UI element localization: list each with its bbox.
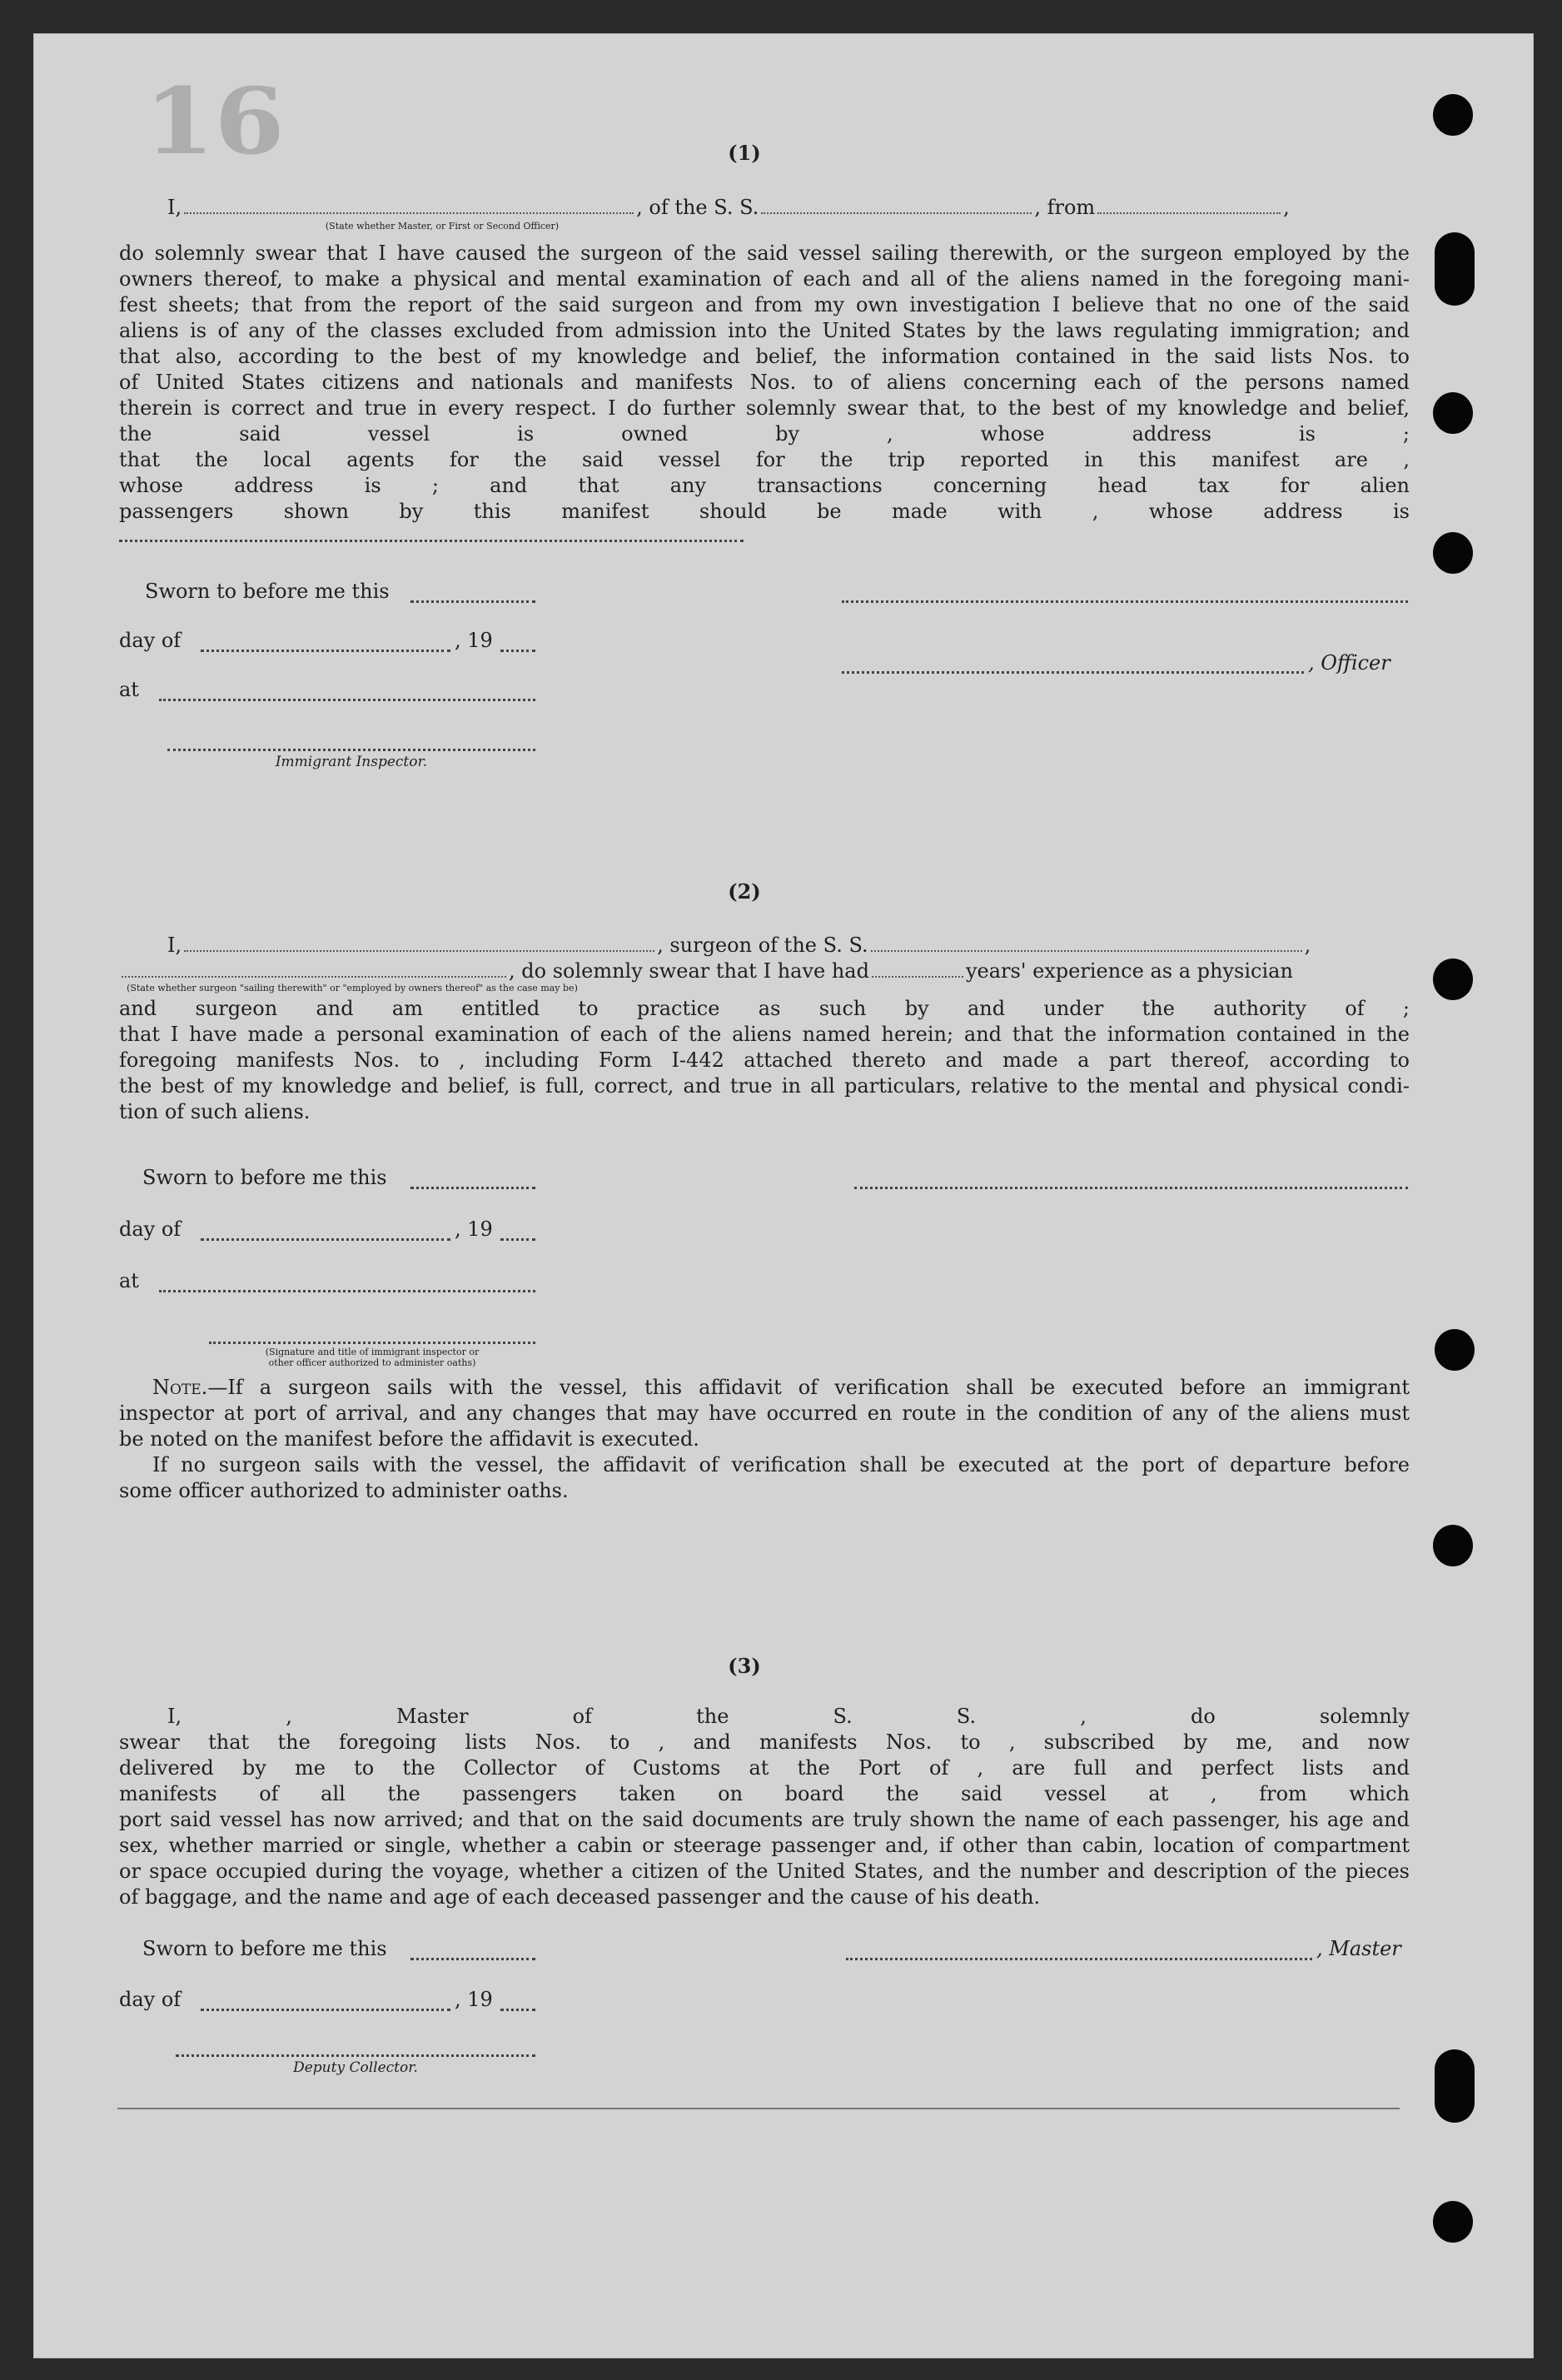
at-blank[interactable] — [159, 1290, 535, 1292]
address-blank[interactable] — [119, 540, 744, 542]
surgeon-of-ss-label: , surgeon of the S. S. — [657, 934, 868, 957]
section-3-text-line: sex, whether married or single, whether a cabin or steerage passenger and, if other than cabin, location of compartment — [119, 1834, 1410, 1857]
caption-surgeon: (State whether surgeon "sailing therewith" or "employed by owners thereof" as the case may be) — [127, 983, 578, 993]
section-2-experience-line — [119, 958, 1410, 984]
day-of-label: day of — [119, 1988, 182, 2011]
punch-hole — [1433, 958, 1473, 1000]
at-label: at — [119, 1269, 139, 1292]
punch-hole — [1433, 532, 1473, 574]
inspector-signature-blank[interactable] — [167, 749, 535, 751]
year-blank[interactable] — [500, 1238, 535, 1241]
at-label: at — [119, 678, 139, 701]
punch-hole — [1433, 2201, 1473, 2243]
day-of-blank[interactable] — [201, 650, 450, 652]
section-3-text-line: manifests of all the passengers taken on board the said vessel at , from which — [119, 1782, 1410, 1805]
section-2-text-line: that I have made a personal examination of each of the aliens named herein; and that the information contained in the — [119, 1023, 1410, 1046]
punch-hole — [1433, 392, 1473, 434]
signature-blank[interactable] — [842, 600, 1408, 603]
pronoun-i: I, — [167, 934, 182, 957]
section-3-text-line: swear that the foregoing lists Nos. to , and manifests Nos. to , subscribed by me, and now — [119, 1730, 1410, 1754]
master-signature-blank[interactable] — [846, 1958, 1312, 1960]
section-3-number: (3) — [728, 1654, 761, 1678]
note-line: some officer authorized to administer oaths. — [119, 1479, 569, 1502]
officer-name-blank[interactable] — [184, 212, 634, 214]
master-label: , Master — [1316, 1937, 1401, 1960]
punch-hole — [1435, 2049, 1475, 2123]
surgeon-status-blank[interactable] — [122, 975, 506, 978]
section-1-text-line: that the local agents for the said vessel for the trip reported in this manifest are , — [119, 448, 1410, 471]
deputy-signature-blank[interactable] — [176, 2054, 535, 2057]
sworn-date-blank[interactable] — [410, 1187, 535, 1189]
section-1-text-line: owners thereof, to make a physical and mental examination of each and all of the aliens named in the foregoing mani- — [119, 267, 1410, 291]
sworn-label: Sworn to before me this — [145, 580, 390, 603]
year-label: , 19 — [455, 1217, 493, 1241]
from-label: , from — [1034, 196, 1096, 219]
sworn-label: Sworn to before me this — [142, 1937, 387, 1960]
experience-label: years' experience as a physician — [965, 959, 1293, 983]
year-label: , 19 — [455, 1988, 493, 2011]
section-2-text-line: tion of such aliens. — [119, 1100, 311, 1123]
note-text: —If a surgeon sails with the vessel, this affidavit of verification shall be executed before an immigrant — [207, 1376, 1410, 1399]
section-1-text-line: the said vessel is owned by , whose address is ; — [119, 422, 1410, 446]
years-blank[interactable] — [872, 975, 963, 978]
section-3-text-line: or space occupied during the voyage, whether a citizen of the United States, and the number and description of the pieces — [119, 1860, 1410, 1883]
section-3-text-line: of baggage, and the name and age of each deceased passenger and the cause of his death. — [119, 1885, 1041, 1909]
punch-hole — [1433, 1525, 1473, 1566]
section-1-text-line: passengers shown by this manifest should be made with , whose address is — [119, 500, 1410, 523]
section-3-text-line: I, , Master of the S. S. , do solemnly — [167, 1705, 1410, 1728]
section-3-text-line: port said vessel has now arrived; and that on the said documents are truly shown the name of each passenger, his age and — [119, 1808, 1410, 1831]
document-page — [33, 33, 1534, 2358]
officer-blank[interactable] — [842, 671, 1304, 674]
note-line: be noted on the manifest before the affidavit is executed. — [119, 1427, 699, 1451]
vessel-name-blank[interactable] — [761, 212, 1032, 214]
deputy-caption: Deputy Collector. — [293, 2059, 418, 2076]
vessel-name-blank[interactable] — [871, 949, 1302, 952]
at-blank[interactable] — [159, 699, 535, 701]
punch-hole — [1435, 1329, 1475, 1371]
surgeon-name-blank[interactable] — [184, 949, 654, 952]
day-of-label: day of — [119, 629, 182, 652]
note-label: Note. — [152, 1376, 208, 1399]
section-1-text-line: of United States citizens and nationals and manifests Nos. to of aliens concerning each of the persons named — [119, 371, 1410, 394]
section-1-oath-line — [167, 195, 1408, 221]
pronoun-i: I, — [167, 196, 182, 219]
comma: , — [1283, 196, 1290, 219]
caption-master: (State whether Master, or First or Second Officer) — [325, 221, 560, 232]
section-1-text-line: fest sheets; that from the report of the said surgeon and from my own investigation I believe that no one of the said — [119, 293, 1410, 316]
year-blank[interactable] — [500, 2009, 535, 2011]
inspector-caption: Immigrant Inspector. — [275, 754, 428, 770]
officer-label: , Officer — [1308, 651, 1390, 675]
section-2-text-line: the best of my knowledge and belief, is full, correct, and true in all particulars, relative to the mental and physical condi- — [119, 1074, 1410, 1098]
signature-blank[interactable] — [854, 1187, 1408, 1189]
day-of-blank[interactable] — [201, 2009, 450, 2011]
note-line: inspector at port of arrival, and any changes that may have occurred en route in the condition of any of the aliens must — [119, 1402, 1410, 1425]
of-the-ss-label: , of the S. S. — [636, 196, 759, 219]
year-label: , 19 — [455, 629, 493, 652]
section-2-text-line: and surgeon and am entitled to practice as such by and under the authority of ; — [119, 997, 1410, 1020]
punch-hole — [1433, 94, 1473, 136]
comma: , — [1304, 934, 1311, 957]
sig-caption-line-2: other officer authorized to administer oaths) — [268, 1357, 476, 1368]
section-2-text-line: foregoing manifests Nos. to , including Form I-442 attached thereto and made a part thereof, according to — [119, 1048, 1410, 1072]
section-1-number: (1) — [728, 141, 761, 165]
bottom-rule — [117, 2108, 1400, 2109]
note-line: If no surgeon sails with the vessel, the affidavit of verification shall be executed at the port of departure before — [152, 1453, 1410, 1476]
bleed-through-mark: 16 — [144, 67, 285, 175]
punch-hole — [1435, 232, 1475, 306]
sig-caption-line-1: (Signature and title of immigrant inspector or — [265, 1347, 480, 1357]
section-1-text-line: therein is correct and true in every respect. I do further solemnly swear that, to the best of my knowledge and belief, — [119, 396, 1410, 420]
note-line — [119, 1375, 1410, 1401]
sworn-date-blank[interactable] — [410, 600, 535, 603]
sworn-date-blank[interactable] — [410, 1958, 535, 1960]
swear-label: , do solemnly swear that I have had — [509, 959, 869, 983]
day-of-blank[interactable] — [201, 1238, 450, 1241]
day-of-label: day of — [119, 1217, 182, 1241]
inspector-signature-blank[interactable] — [209, 1342, 535, 1344]
section-1-text-line: aliens is of any of the classes excluded from admission into the United States by the laws regulating immigration; and — [119, 319, 1410, 342]
section-1-text-line: that also, according to the best of my knowledge and belief, the information contained in the said lists Nos. to — [119, 345, 1410, 368]
section-2-number: (2) — [728, 879, 761, 904]
port-from-blank[interactable] — [1097, 212, 1281, 214]
year-blank[interactable] — [500, 650, 535, 652]
sworn-label: Sworn to before me this — [142, 1166, 387, 1189]
section-2-surgeon-line — [167, 933, 1408, 958]
section-1-text-line: do solemnly swear that I have caused the surgeon of the said vessel sailing therewith, or the surgeon employed by the — [119, 241, 1410, 265]
section-1-text-line: whose address is ; and that any transactions concerning head tax for alien — [119, 474, 1410, 497]
section-3-text-line: delivered by me to the Collector of Customs at the Port of , are full and perfect lists and — [119, 1756, 1410, 1780]
